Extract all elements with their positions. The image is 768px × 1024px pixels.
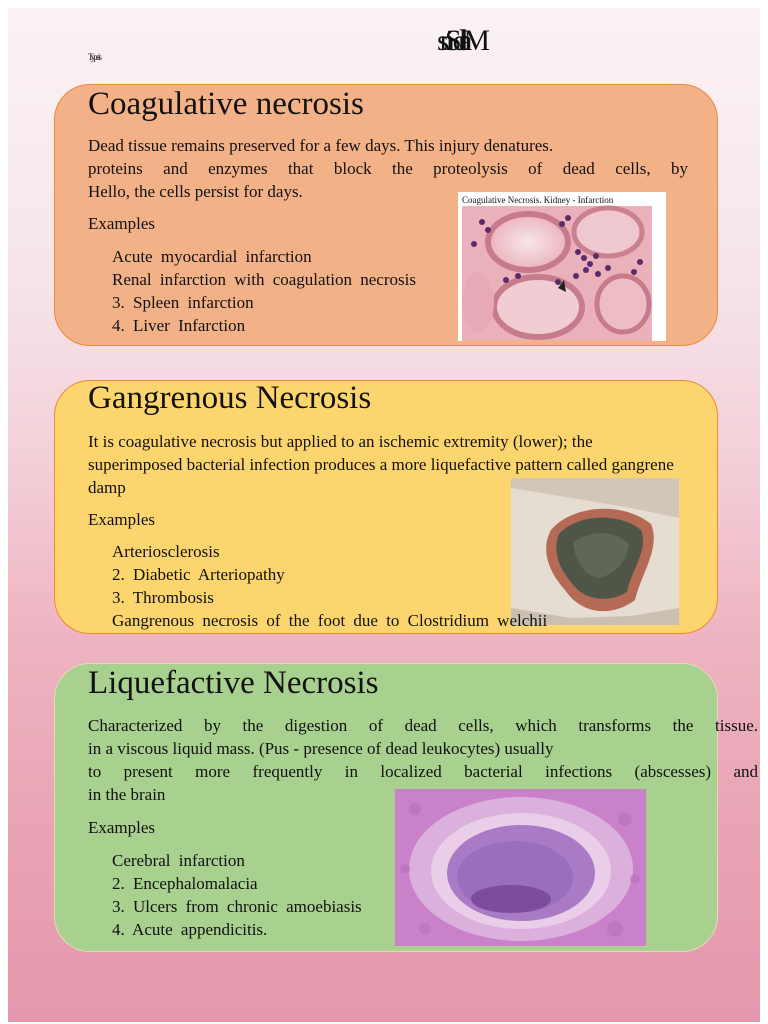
header-subtitle: Typeis: [88, 52, 100, 62]
example-item: Renal infarction with coagulation necrosis: [112, 270, 416, 289]
description-line: damp: [88, 478, 126, 497]
description-line: in a viscous liquid mass. (Pus - presence of dead leukocytes) usually: [88, 739, 554, 758]
description-line: Dead tissue remains preserved for a few days. This injury denatures.: [88, 136, 554, 155]
description-line: to present more frequently in localized bacterial infections (abscesses) and: [88, 762, 758, 781]
description-line: Hello, the cells persist for days.: [88, 182, 303, 201]
example-item: 3. Thrombosis: [112, 588, 214, 607]
example-item: Cerebral infarction: [112, 851, 245, 870]
image-caption: Coagulative Necrosis. Kidney - Infarction: [462, 195, 614, 205]
examples-label: Examples: [88, 818, 156, 837]
examples-label: Examples: [88, 214, 156, 233]
example-item: 3. Ulcers from chronic amoebiasis: [112, 897, 362, 916]
examples-label: Examples: [88, 510, 156, 529]
section-heading: Gangrenous Necrosis: [88, 380, 372, 416]
example-item: 4. Acute appendicitis.: [112, 920, 268, 939]
example-item: Gangrenous necrosis of the foot due to Clostridium welchii: [112, 611, 548, 630]
description-line: It is coagulative necrosis but applied to an ischemic extremity (lower); the: [88, 432, 593, 451]
examples-list: [112, 245, 416, 337]
description-line: in the brain: [88, 785, 166, 804]
examples-list: [112, 540, 547, 632]
description-line: Characterized by the digestion of dead cells, which transforms the tissue.: [88, 716, 758, 735]
example-item: Acute myocardial infarction: [112, 247, 312, 266]
section-heading: Coagulative necrosis: [88, 86, 364, 122]
example-item: 3. Spleen infarction: [112, 293, 254, 312]
kidney-micrograph-image: [458, 192, 666, 341]
section-heading: Liquefactive Necrosis: [88, 665, 379, 701]
example-item: 2. Encephalomalacia: [112, 874, 258, 893]
example-item: 2. Diabetic Arteriopathy: [112, 565, 285, 584]
header-title: sniSdlraM: [437, 24, 482, 57]
example-item: Arteriosclerosis: [112, 542, 220, 561]
example-item: 4. Liver Infarction: [112, 316, 246, 335]
examples-list: [112, 849, 362, 941]
liquefactive-micrograph-image: [395, 789, 646, 946]
description-line: proteins and enzymes that block the proteolysis of dead cells, by: [88, 159, 688, 178]
description-line: superimposed bacterial infection produces a more liquefactive pattern called gangrene: [88, 455, 674, 474]
